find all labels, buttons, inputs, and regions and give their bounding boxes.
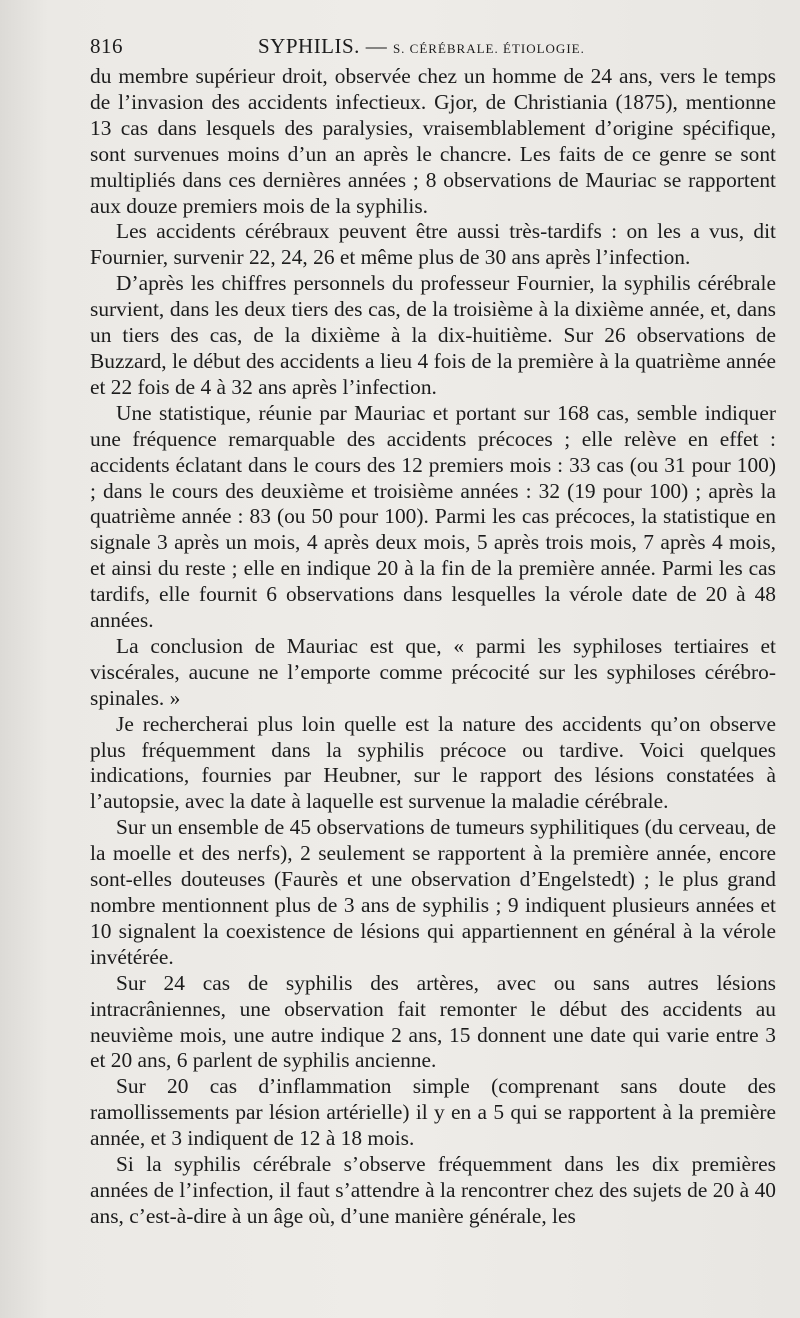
header-separator: — bbox=[359, 34, 393, 58]
page-number: 816 bbox=[90, 34, 123, 58]
paragraph-1: du membre supérieur droit, observée chez un homme de 24 ans, vers le temps de l’invasion des accidents infectieux. Gjor, de Christiania (1875), mentionne 13 cas dans lesquels des paralysies, vraisemblablement d’origine spécifique, sont survenues moins d’un an après le chancre. Les faits de ce genre se sont multipliés dans ces dernières années ; 8 observations de Mauriac se rapportent aux douze premiers mois de la syphilis. bbox=[90, 64, 776, 218]
paragraph-2: Les accidents cérébraux peuvent être aussi très-tardifs : on les a vus, dit Fournier, survenir 22, 24, 26 et même plus de 30 ans après l’infection. bbox=[90, 219, 776, 270]
running-title bbox=[258, 34, 585, 59]
body-text bbox=[90, 64, 776, 1230]
paragraph-8: Sur 24 cas de syphilis des artères, avec ou sans autres lésions intracrâniennes, une observation fait remonter le début des accidents au neuvième mois, une autre indique 2 ans, 15 donnent une date qui varie entre 3 et 20 ans, 6 parlent de syphilis ancienne. bbox=[90, 970, 776, 1073]
header-subtitle: S. CÉRÉBRALE. ÉTIOLOGIE. bbox=[392, 41, 585, 56]
running-header bbox=[90, 30, 776, 64]
paragraph-5: La conclusion de Mauriac est que, « parmi les syphiloses tertiaires et viscérales, aucune ne l’emporte comme précocité sur les syphiloses cérébro-spinales. » bbox=[90, 633, 776, 710]
paragraph-10: Si la syphilis cérébrale s’observe fréquemment dans les dix premières années de l’infection, il faut s’attendre à la rencontrer chez des sujets de 20 à 40 ans, c’est-à-dire à un âge où, d’une manière générale, les bbox=[90, 1152, 776, 1228]
header-title: SYPHILIS. bbox=[258, 34, 360, 58]
paragraph-3: D’après les chiffres personnels du professeur Fournier, la syphilis cérébrale survient, dans les deux tiers des cas, de la troisième à la dixième année, et, dans un tiers des cas, de la dixième à la dix-huitième. Sur 26 observations de Buzzard, le début des accidents a lieu 4 fois de la première à la quatrième année et 22 fois de 4 à 32 ans après l’infection. bbox=[90, 271, 776, 399]
paragraph-9: Sur 20 cas d’inflammation simple (comprenant sans doute des ramollissements par lésion artérielle) il y en a 5 qui se rapportent à la première année, et 3 indiquent de 12 à 18 mois. bbox=[90, 1074, 776, 1151]
paragraph-6: Je rechercherai plus loin quelle est la nature des accidents qu’on observe plus fréquemment dans la syphilis précoce ou tardive. Voici quelques indications, fournies par Heubner, sur le rapport des lésions constatées à l’autopsie, avec la date à laquelle est survenue la maladie cérébrale. bbox=[90, 711, 776, 814]
paragraph-4: Une statistique, réunie par Mauriac et portant sur 168 cas, semble indiquer une fréquence remarquable des accidents précoces ; elle relève en effet : accidents éclatant dans le cours des 12 premiers mois : 33 cas (ou 31 pour 100) ; dans le cours des deuxième et troisième années : 32 (19 pour 100) ; après la quatrième année : 83 (ou 50 pour 100). Parmi les cas précoces, la statistique en signale 3 après un mois, 4 après deux mois, 5 après trois mois, 7 après 4 mois, et ainsi du reste ; elle en indique 20 à la fin de la première année. Parmi les cas tardifs, elle fournit 6 observations dans lesquelles la vérole date de 20 à 48 années. bbox=[90, 400, 776, 633]
paragraph-7: Sur un ensemble de 45 observations de tumeurs syphilitiques (du cerveau, de la moelle et des nerfs), 2 seulement se rapportent à la première année, encore sont-elles douteuses (Faurès et une observation d’Engelstedt) ; le plus grand nombre mentionnent plus de 3 ans de syphilis ; 9 indiquent plusieurs années et 10 signalent la coexistence de lésions qui appartiennent en général à la vérole invétérée. bbox=[90, 815, 776, 969]
